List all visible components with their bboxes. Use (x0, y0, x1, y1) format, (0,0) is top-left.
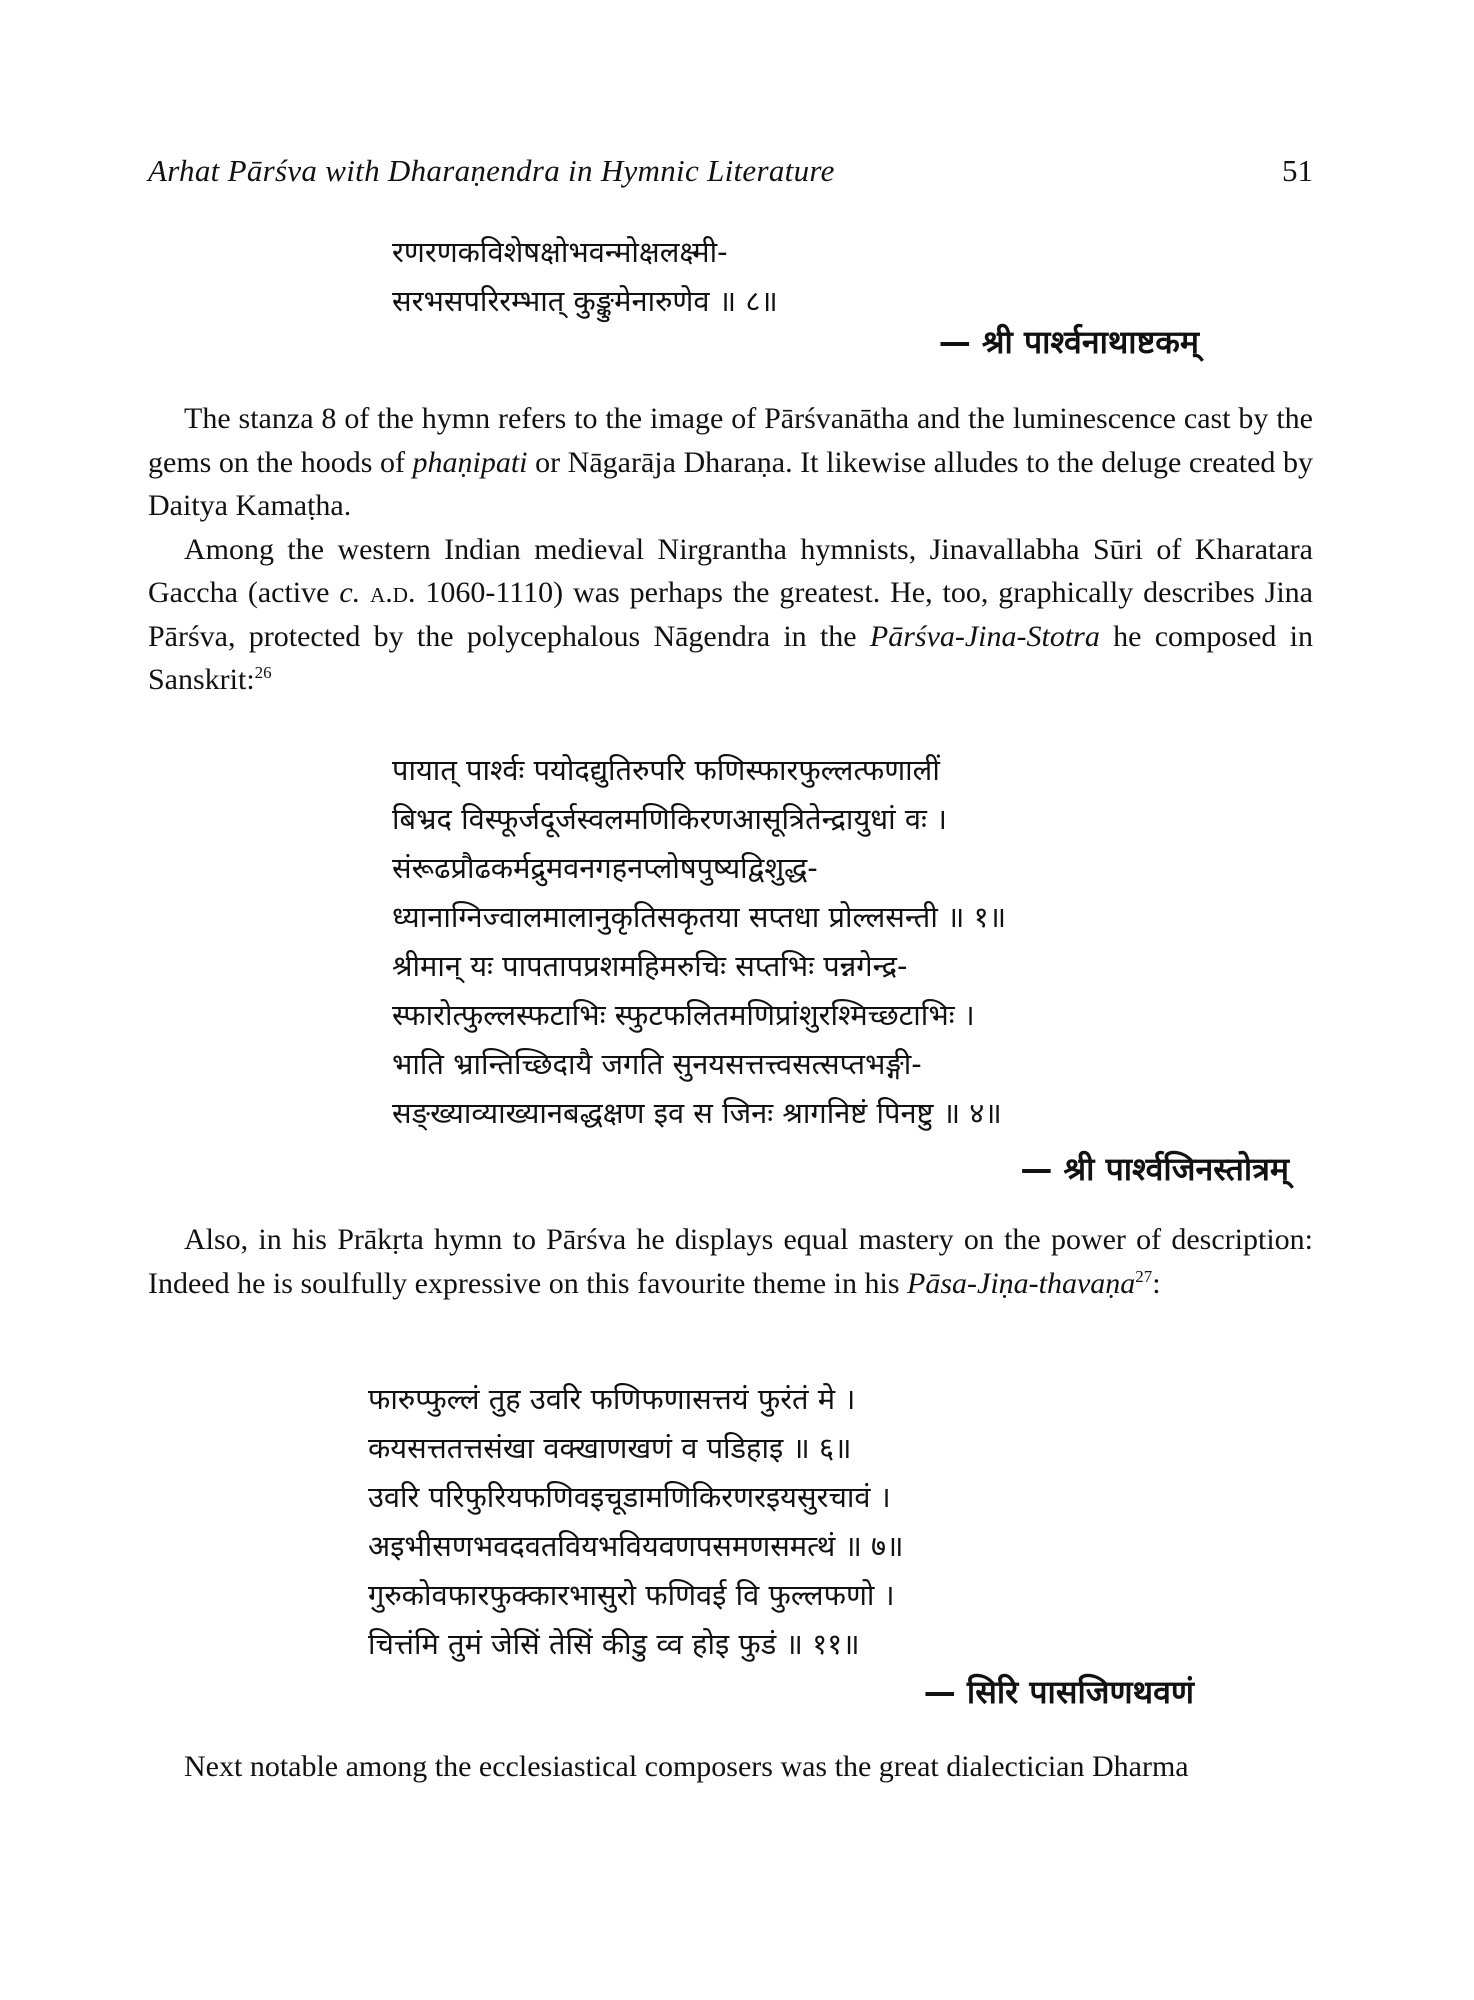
verse-line: बिभ्रद विस्फूर्जदूर्जस्वलमणिकिरणआसूत्रितेन्द्रायुधां वः । (392, 802, 948, 836)
verse-line: चित्तंमि तुमं जेसिं तेसिं कीडु व्व होइ फुडं ॥ ११॥ (368, 1627, 860, 1661)
verse-attribution: — श्री पार्श्वनाथाष्टकम् (938, 323, 1199, 361)
italic-title: Pārśva-Jina-Stotra (869, 619, 1100, 653)
verse-line: भाति भ्रान्तिच्छिदायै जगति सुनयसत्तत्त्वसत्सप्तभङ्गी- (392, 1047, 922, 1081)
verse-parsvajinastotra (392, 746, 1006, 1138)
verse-line: गुरुकोवफारफुक्कारभासुरो फणिवई वि फुल्लफणो । (368, 1578, 895, 1612)
verse-line: फारुप्फुल्लं तुह उवरि फणिफणासत्तयं फुरंतं मे । (368, 1382, 856, 1416)
running-title: Arhat Pārśva with Dharaṇendra in Hymnic Literature (148, 153, 835, 188)
paragraph: Next notable among the ecclesiastical composers was the great dialectician Dharma (184, 1750, 1189, 1783)
page-number: 51 (1282, 153, 1313, 188)
paragraph: Among the western Indian medieval Nirgrantha hymnists, Jinavallabha Sūri of Kharatara Gaccha (active c. a.d. 1060-1110) was perhaps the greatest. He, too, graphically describes Jina Pārśva, protected by the polycephalous Nāgendra in the Pārśva-Jina-Stotra he composed in Sanskrit:$^{26}$ (148, 532, 1313, 696)
italic-term: c. (339, 576, 361, 609)
paragraph: The stanza 8 of the hymn refers to the image of Pārśvanātha and the luminescence cast by the gems on the hoods of phaṇipati or Nāgarāja Dharaṇa. It likewise alludes to the deluge created by Daitya Kamaṭha. (148, 402, 1313, 522)
verse-attribution: — सिरि पासजिणथवणं (923, 1673, 1194, 1711)
verse-line: ध्यानाग्निज्वालमालानुकृतिसकृतया सप्तधा प्रोल्लसन्ती ॥ १॥ (392, 900, 1007, 934)
verse-line: उवरि परिफुरियफणिवइचूडामणिकिरणरइयसुरचावं । (368, 1480, 891, 1514)
verse-attribution: — श्री पार्श्वजिनस्तोत्रम् (1020, 1150, 1289, 1188)
verse-line: रणरणकविशेषक्षोभवन्मोक्षलक्ष्मी- (392, 235, 728, 269)
italic-title: Pāsa-Jiṇa-thavaṇa (907, 1266, 1136, 1300)
running-head (148, 153, 1313, 203)
verse-line: स्फारोत्फुल्लस्फटाभिः स्फुटफलितमणिप्रांशुरश्मिच्छटाभिः । (392, 998, 975, 1032)
verse-line: सरभसपरिरम्भात् कुङ्कुमेनारुणेव ॥ ८॥ (392, 284, 778, 318)
verse-line: सङ्ख्याव्याख्यानबद्धक्षण इव स जिनः श्रागनिष्टं पिनष्टु ॥ ४॥ (392, 1096, 1002, 1130)
prose-block (148, 1745, 1313, 1789)
verse-line: श्रीमान् यः पापतापप्रशमहिमरुचिः सप्तभिः पन्नगेन्द्र- (392, 949, 908, 983)
verse-line: पायात् पार्श्वः पयोदद्युतिरुपरि फणिस्फारफुल्लत्फणालीं (392, 753, 940, 787)
footnote-ref: 27 (1135, 1266, 1153, 1286)
verse-line: अइभीसणभवदवतवियभवियवणपसमणसमत्थं ॥ ७॥ (368, 1529, 904, 1563)
prose-block (148, 397, 1313, 702)
verse-line: संरूढप्रौढकर्मद्रुमवनगहनप्लोषपुष्यद्विशुद्ध- (392, 851, 818, 885)
italic-term: phaṇipati (412, 445, 528, 479)
verse-parsvanathastaka (392, 228, 778, 326)
paragraph: Also, in his Prākṛta hymn to Pārśva he displays equal mastery on the power of description: Indeed he is soulfully expressive on this favourite theme in his Pāsa-Jiṇa-thavaṇa$^{27}$: (148, 1223, 1313, 1300)
verse-pasajinathavana (368, 1375, 903, 1669)
verse-line: कयसत्ततत्तसंखा वक्खाणखणं व पडिहाइ ॥ ६॥ (368, 1431, 852, 1465)
footnote-ref: 26 (254, 663, 272, 682)
prose-block (148, 1218, 1313, 1305)
era-abbrev: a.d. (370, 576, 416, 609)
